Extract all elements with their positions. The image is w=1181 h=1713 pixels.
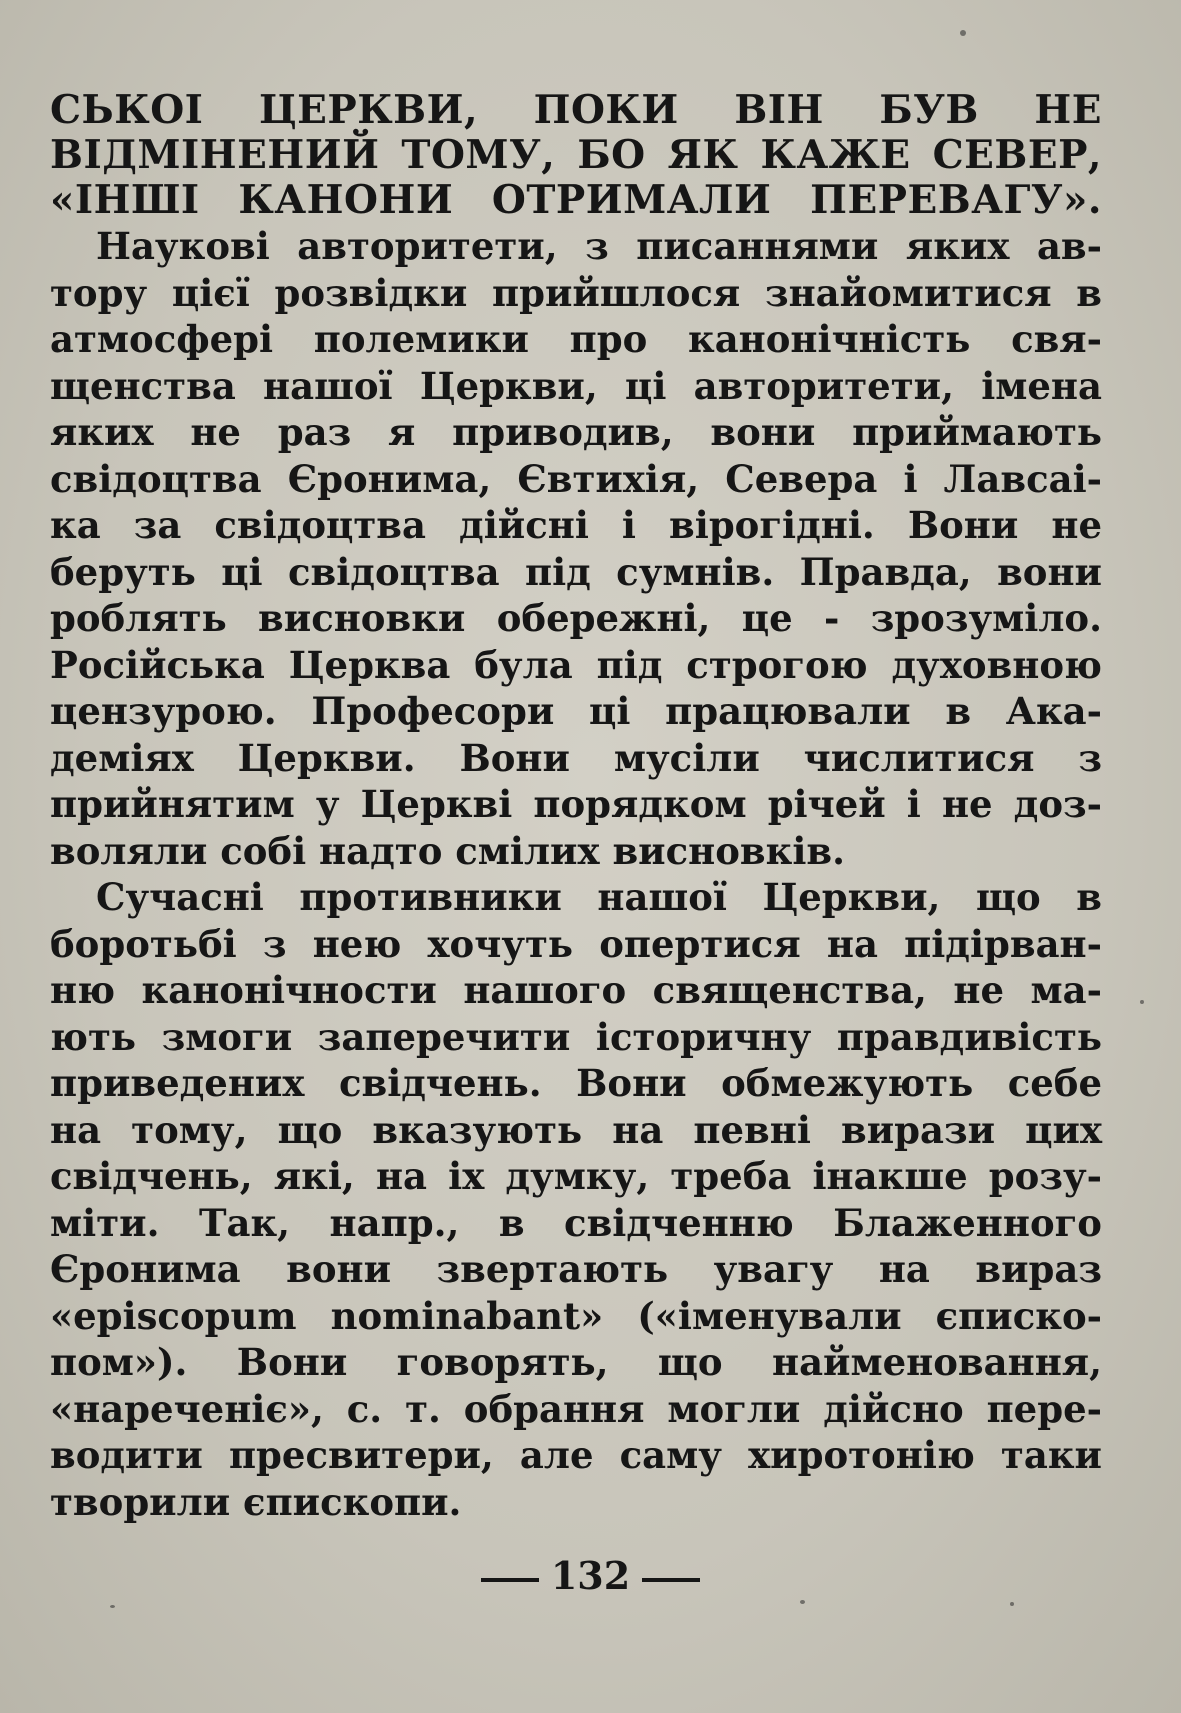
heading-continuation xyxy=(50,88,1102,223)
text-line: атмосфері полемики про канонічність свя- xyxy=(50,317,1102,361)
print-speck xyxy=(800,1600,805,1604)
text-line: приведених свідчень. Вони обмежують себе xyxy=(50,1061,1102,1105)
text-line: «нареченіє», с. т. обрання могли дійсно пере- xyxy=(50,1386,1102,1431)
print-speck xyxy=(1140,1000,1144,1004)
text-line: ню канонічности нашого священства, не ма- xyxy=(50,968,1102,1012)
text-line: цензурою. Професори ці працювали в Ака- xyxy=(50,689,1102,733)
heading-line: «ІНШІ КАНОНИ ОТРИМАЛИ ПЕРЕВАГУ». xyxy=(50,177,1102,223)
paragraph-1 xyxy=(50,223,1102,874)
text-line: ка за свідоцтва дійсні і вірогідні. Вони не xyxy=(50,503,1102,547)
text-line: свідоцтва Єронима, Євтихія, Севера і Лавсаі- xyxy=(50,456,1102,501)
text-line: свідчень, які, на іх думку, треба інакше розу- xyxy=(50,1154,1102,1198)
text-line: Російська Церква була під строгою духовною xyxy=(50,642,1102,687)
heading-line: СЬКОІ ЦЕРКВИ, ПОКИ ВІН БУВ НЕ xyxy=(50,87,1102,133)
text-line: воляли собі надто смілих висновків. xyxy=(50,828,845,873)
text-line: прийнятим у Церкві порядком річей і не доз- xyxy=(50,782,1102,826)
text-line: Сучасні противники нашої Церкви, що в xyxy=(96,875,1102,919)
text-line: на тому, що вказують на певні вирази цих xyxy=(50,1107,1102,1152)
text-line: ють змоги заперечити історичну правдивість xyxy=(50,1014,1102,1059)
text-line: беруть ці свідоцтва під сумнів. Правда, вони xyxy=(50,549,1102,594)
text-line: деміях Церкви. Вони мусіли числитися з xyxy=(50,735,1102,780)
text-line: роблять висновки обережні, це - зрозуміло. xyxy=(50,596,1102,640)
text-line: творили єпископи. xyxy=(50,1479,462,1524)
left-dash xyxy=(481,1578,539,1582)
text-line: Єронима вони звертають увагу на вираз xyxy=(50,1247,1102,1291)
print-speck xyxy=(960,30,966,36)
text-line: міти. Так, напр., в свідченню Блаженного xyxy=(50,1200,1102,1245)
page-number: 132 xyxy=(550,1553,631,1598)
heading-line: ВІДМІНЕНИЙ ТОМУ, БО ЯК КАЖЕ СЕВЕР, xyxy=(50,132,1102,178)
text-line: пом»). Вони говорять, що найменовання, xyxy=(50,1340,1102,1384)
paragraph-2 xyxy=(50,874,1102,1525)
page-text xyxy=(50,88,1102,1525)
page-number-footer xyxy=(0,1553,1181,1598)
print-speck xyxy=(110,1605,115,1608)
print-speck xyxy=(1010,1602,1014,1606)
text-line: яких не раз я приводив, вони приймають xyxy=(50,410,1102,454)
right-dash xyxy=(642,1578,700,1582)
text-line: «episcopum nominabant» («іменували єписко- xyxy=(50,1293,1102,1338)
text-line: боротьбі з нею хочуть опертися на підірван- xyxy=(50,921,1102,966)
text-line: водити пресвитери, але саму хиротонію таки xyxy=(50,1433,1102,1477)
text-line: тору цієї розвідки прийшлося знайомитися в xyxy=(50,270,1102,315)
text-line: Наукові авторитети, з писаннями яких ав- xyxy=(96,224,1102,268)
text-line: щенства нашої Церкви, ці авторитети, імена xyxy=(50,363,1102,408)
